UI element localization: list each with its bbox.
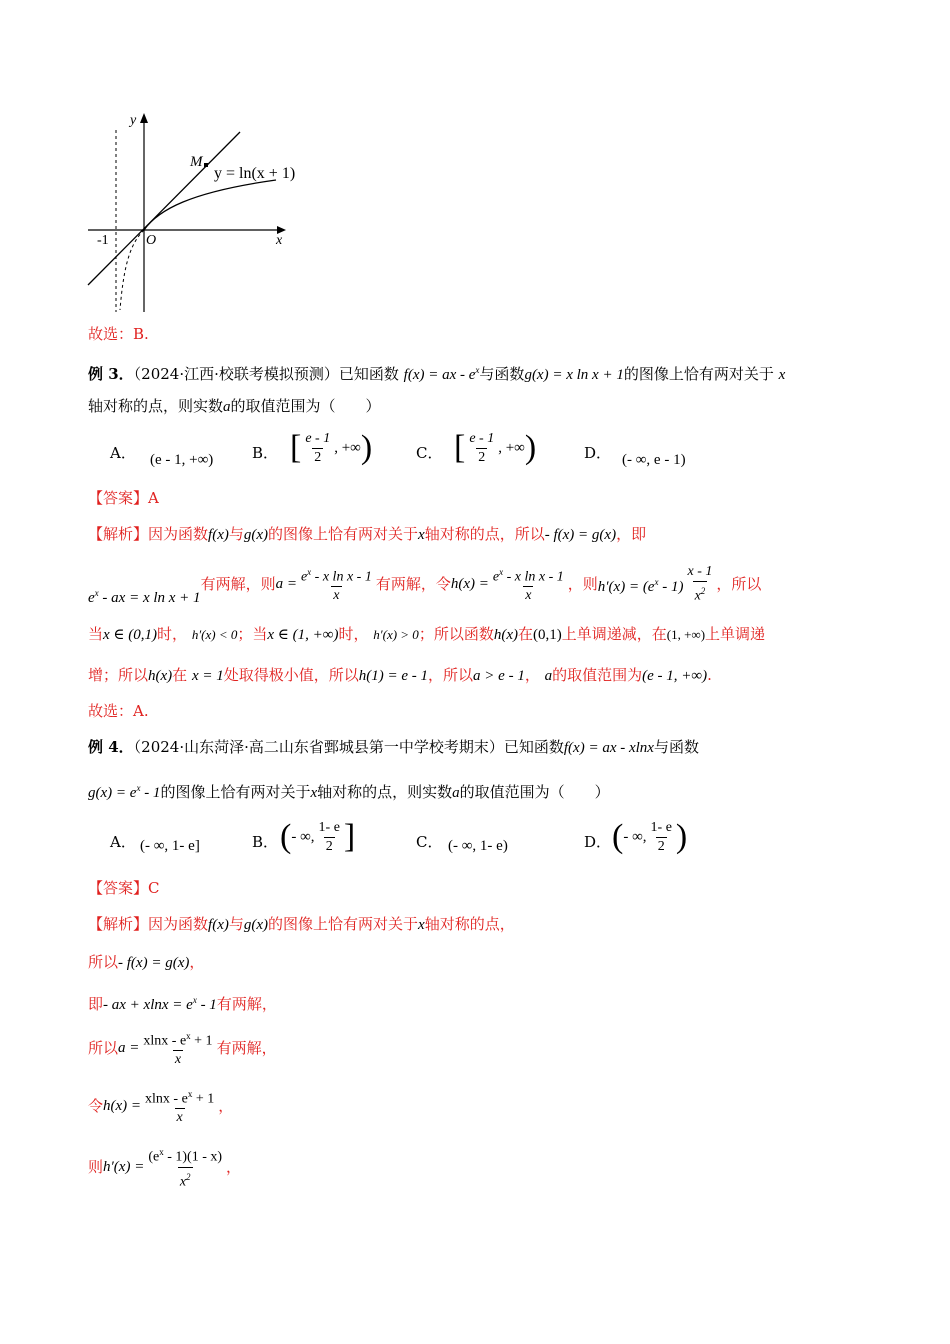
ex3-g: g(x) = x ln x + 1 [524, 367, 624, 383]
selection-a: 故选：A. [88, 702, 149, 720]
ex4-option-c: (- ∞, 1- e) [448, 838, 508, 854]
ex4-option-a: (- ∞, 1- e] [140, 838, 200, 854]
ln-graph [80, 110, 330, 320]
ex3-option-b: [ $\frac{e - 1}{2}$ , +∞ ) [290, 429, 373, 466]
ex3-f: f(x) = ax - $e^x$ [403, 365, 480, 383]
ex3-analysis-line3: 当x ∈ (0,1)时， h′(x) < 0；当x ∈ (1, +∞)时， h′(x) > 0；所以函数h(x)在(0,1)上单调递减，在(1, +∞)上单调递 [88, 625, 766, 643]
curve-label: y = ln(x + 1) [214, 165, 296, 182]
y-axis-label: y [130, 113, 137, 128]
ex3-analysis-line2: $e^x$ - ax = x ln x + 1 有两解，则 a = $\frac{e^x - x \ln x - 1}{x}$ 有两解，令 h(x) = $\frac{e^x - x \ln x - 1}{x}$ ，则 $h'(x) = (e^x - 1)$ $\frac{x - 1}{x^2}$ ，所以 [88, 563, 762, 606]
selection-b: 故选：B. [88, 325, 149, 343]
ex3-option-a-label: A． [110, 444, 136, 462]
ex3-mid: 与函数 [479, 365, 525, 383]
ex4-label: 例 4． [88, 738, 134, 756]
y-axis-arrow [140, 113, 148, 123]
ex3-label: 例 3． [88, 365, 134, 383]
ex4-option-a-label: A． [110, 833, 136, 851]
ex4-option-c-label: C． [416, 833, 443, 851]
ex4-line1 [88, 737, 699, 758]
point-m-label: M [190, 154, 203, 170]
ex4-analysis-line1: 【解析】因为函数f(x)与g(x)的图像上恰有两对关于x轴对称的点， [88, 915, 515, 933]
ex3-option-a: (e - 1, +∞) [150, 452, 214, 468]
ex3-tail: 的图像上恰有两对关于 [623, 365, 774, 383]
ex4-step1: 所以- f(x) = g(x)， [88, 953, 205, 971]
point-m [204, 163, 208, 167]
ex3-source: （2024·江西·校联考模拟预测）已知函数 [133, 365, 399, 383]
ln-curve [144, 180, 276, 230]
ex3-option-c: [ $\frac{e - 1}{2}$ , +∞ ) [454, 429, 537, 466]
ex4-line2: $g(x) = e^x - 1$的图像上恰有两对关于x轴对称的点，则实数a的取值范围为（ ） [88, 783, 610, 801]
ex3-a: a [223, 399, 231, 415]
ex4-step5: 则 h′(x) = $\frac{(e^x - 1)(1 - x)}{x^2}$ ， [88, 1146, 242, 1190]
x-axis-label: x [276, 233, 283, 248]
ex4-option-b-label: B． [252, 833, 279, 851]
ex3-line2: 轴对称的点，则实数a的取值范围为（ ） [88, 397, 381, 415]
ex4-step3: 所以 a = $\frac{xlnx - e^x + 1}{x}$ 有两解， [88, 1030, 277, 1068]
ex4-step2: 即- ax + $xlnx = e^x - 1$有两解， [88, 995, 277, 1013]
ex4-source: （2024·山东菏泽·高二山东省鄄城县第一中学校考期末）已知函数 [133, 738, 564, 756]
ex4-option-d-label: D． [584, 833, 612, 851]
ex3-answer: 【答案】A [88, 489, 159, 507]
ex4-option-d: ( - ∞, $\frac{1- e}{2}$ ) [612, 818, 688, 855]
origin-label: O [146, 233, 157, 248]
ex4-mid: 与函数 [653, 738, 699, 756]
ex4-g: $g(x) = e^x - 1$ [88, 783, 161, 801]
tangent-line [88, 132, 240, 285]
ex3-analysis-line4: 增；所以h(x)在 x = 1处取得极小值，所以h(1) = e - 1，所以a > e - 1， a的取值范围为(e - 1, +∞). [88, 666, 712, 684]
ln-curve-dashed [120, 230, 144, 310]
ex3-line1 [88, 360, 785, 385]
ex3-option-d: (- ∞, e - 1) [622, 452, 686, 468]
ex4-option-b: ( - ∞, $\frac{1- e}{2}$ ] [280, 818, 356, 855]
ex3-tail-x: x [778, 367, 786, 383]
ex3-option-b-label: B． [252, 444, 279, 462]
ex3-analysis-line1: 【解析】因为函数f(x)与g(x)的图像上恰有两对关于x轴对称的点，所以- f(x) = g(x)，即 [88, 525, 647, 543]
minus-one-label: -1 [97, 233, 109, 248]
ex3-option-d-label: D． [584, 444, 612, 462]
ex4-f: f(x) = ax - xlnx [563, 740, 654, 756]
ex3-option-c-label: C． [416, 444, 443, 462]
ex4-step4: 令 h(x) = $\frac{xlnx - e^x + 1}{x}$ ， [88, 1088, 234, 1126]
ex4-answer: 【答案】C [88, 879, 160, 897]
